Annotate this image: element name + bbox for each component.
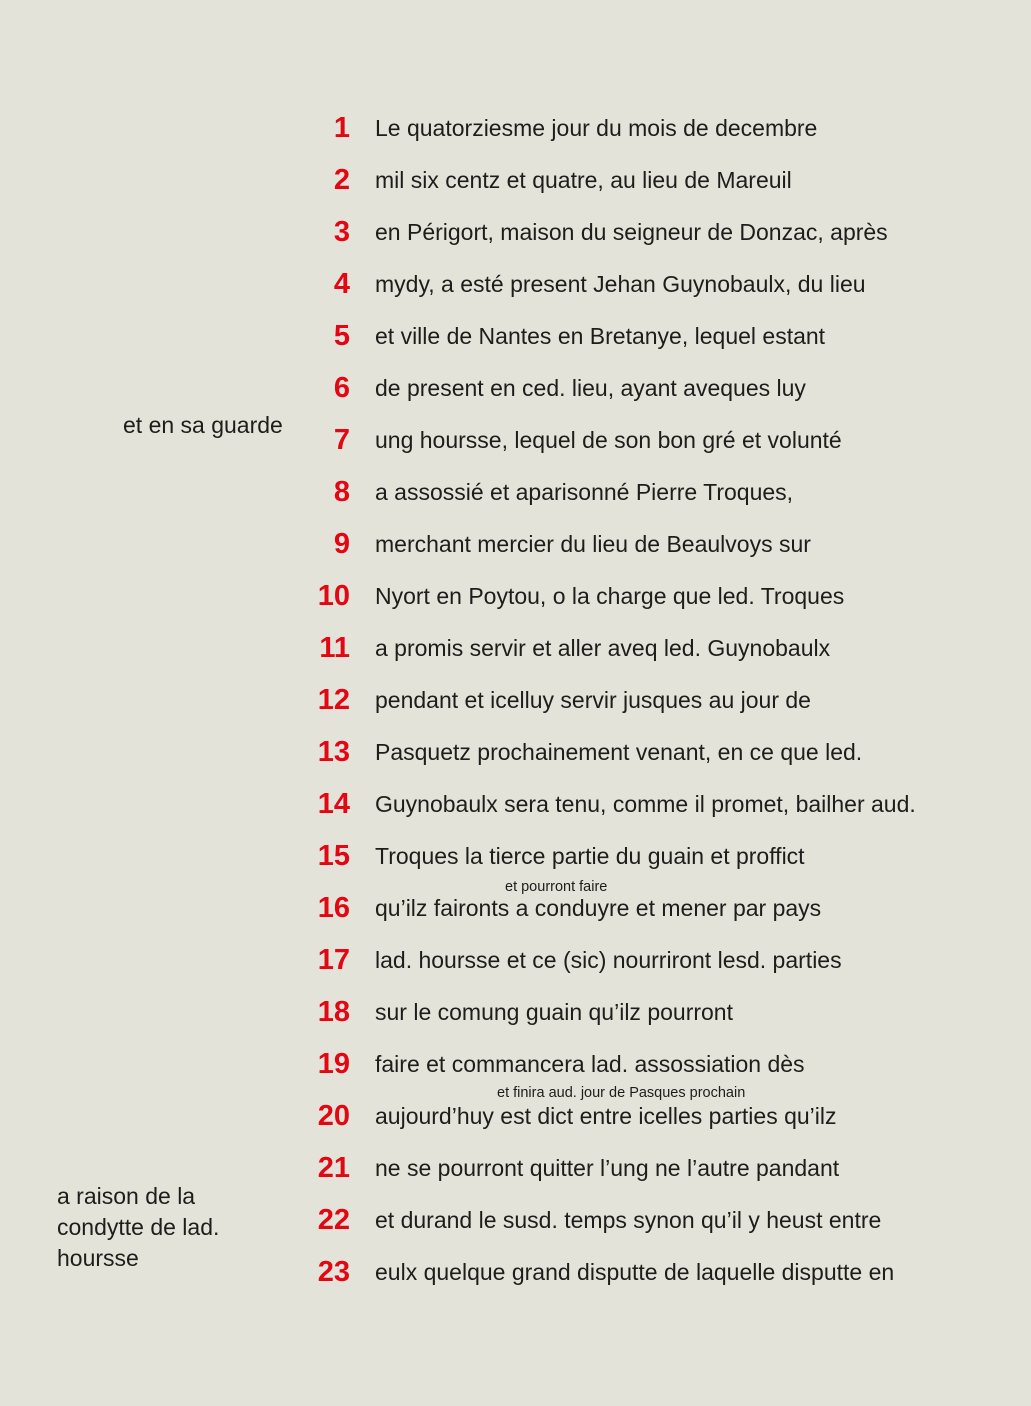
line-text: ung hoursse, lequel de son bon gré et volunté <box>375 427 842 453</box>
line-number: 5 <box>333 320 350 352</box>
transcription-line <box>0 212 1031 252</box>
line-number: 8 <box>333 476 350 508</box>
transcription-line <box>0 108 1031 148</box>
line-text: Guynobaulx sera tenu, comme il promet, bailher aud. <box>375 791 916 817</box>
line-number: 16 <box>317 892 350 924</box>
transcription-line <box>0 680 1031 720</box>
line-number: 12 <box>317 684 350 716</box>
line-number: 17 <box>317 944 350 976</box>
line-number: 13 <box>317 736 350 768</box>
line-number: 1 <box>333 112 350 144</box>
line-text: a assossié et aparisonné Pierre Troques, <box>375 479 794 505</box>
line-text: eulx quelque grand disputte de laquelle disputte en <box>375 1259 895 1285</box>
interlinear-note: et finira aud. jour de Pasques prochain <box>497 1085 746 1101</box>
line-number: 18 <box>317 996 350 1028</box>
line-number: 22 <box>317 1204 350 1236</box>
margin-note <box>57 1181 219 1274</box>
transcription-line <box>0 368 1031 408</box>
line-text: pendant et icelluy servir jusques au jour de <box>375 687 811 713</box>
line-text: mydy, a esté present Jehan Guynobaulx, du lieu <box>375 271 866 297</box>
line-number: 2 <box>333 164 350 196</box>
line-text: Le quatorziesme jour du mois de decembre <box>375 115 818 141</box>
line-number: 19 <box>317 1048 350 1080</box>
line-number: 7 <box>333 424 350 456</box>
line-text: et durand le susd. temps synon qu’il y heust entre <box>375 1207 882 1233</box>
line-number: 20 <box>317 1100 350 1132</box>
line-text: de present en ced. lieu, ayant aveques luy <box>375 375 806 401</box>
line-number: 10 <box>317 580 350 612</box>
line-number: 11 <box>319 632 350 664</box>
margin-note <box>123 410 283 441</box>
interlinear-note: et pourront faire <box>505 879 608 895</box>
line-text: aujourd’huy est dict entre icelles parties qu’ilz <box>375 1103 837 1129</box>
transcription-line <box>0 472 1031 512</box>
line-number: 3 <box>333 216 350 248</box>
margin-note-line: condytte de lad. <box>57 1214 220 1240</box>
margin-note-line: et en sa guarde <box>123 412 283 438</box>
transcription-line <box>0 732 1031 772</box>
line-text: et ville de Nantes en Bretanye, lequel estant <box>375 323 826 349</box>
margin-note-line: hoursse <box>57 1245 139 1271</box>
line-text: sur le comung guain qu’ilz pourront <box>375 999 733 1025</box>
transcription-line <box>0 836 1031 876</box>
margin-note-line: a raison de la <box>57 1183 196 1209</box>
transcription-line <box>0 264 1031 304</box>
line-text: qu’ilz faironts a conduyre et mener par pays <box>375 895 822 921</box>
line-text: en Périgort, maison du seigneur de Donzac, après <box>375 219 888 245</box>
transcription-line <box>0 1096 1031 1136</box>
line-text: faire et commancera lad. assossiation dès <box>375 1051 805 1077</box>
line-text: Troques la tierce partie du guain et proffict <box>375 843 805 869</box>
line-number: 4 <box>333 268 350 300</box>
line-number: 6 <box>333 372 350 404</box>
line-number: 21 <box>317 1152 350 1184</box>
transcription-line <box>0 992 1031 1032</box>
transcription-line <box>0 576 1031 616</box>
transcription-line <box>0 524 1031 564</box>
line-number: 23 <box>317 1256 350 1288</box>
line-text: lad. hoursse et ce (sic) nourriront lesd. parties <box>375 947 842 973</box>
line-text: Pasquetz prochainement venant, en ce que led. <box>375 739 863 765</box>
transcription-line <box>0 316 1031 356</box>
line-number: 9 <box>333 528 350 560</box>
transcription-line <box>0 160 1031 200</box>
transcription-line <box>0 628 1031 668</box>
line-text: ne se pourront quitter l’ung ne l’autre pandant <box>375 1155 840 1181</box>
line-text: a promis servir et aller aveq led. Guynobaulx <box>375 635 831 661</box>
transcription-line <box>0 784 1031 824</box>
transcription-line <box>0 1044 1031 1084</box>
transcription-line <box>0 940 1031 980</box>
line-text: merchant mercier du lieu de Beaulvoys sur <box>375 531 811 557</box>
line-text: mil six centz et quatre, au lieu de Mareuil <box>375 167 792 193</box>
line-number: 14 <box>317 788 350 820</box>
line-text: Nyort en Poytou, o la charge que led. Troques <box>375 583 845 609</box>
line-number: 15 <box>317 840 350 872</box>
